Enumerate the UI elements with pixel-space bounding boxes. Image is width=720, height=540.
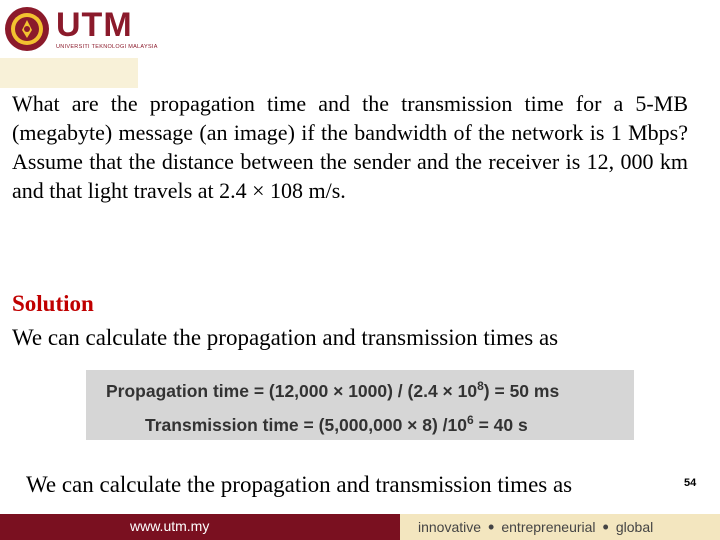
logo-title: UTM [56, 6, 133, 44]
solution-heading: Solution [12, 291, 94, 316]
tag-global: global [615, 519, 654, 535]
footer-url: www.utm.my [130, 518, 210, 534]
propagation-label: Propagation time [106, 380, 249, 401]
footer-tagline [400, 514, 720, 540]
logo-subtitle: UNIVERSITI TEKNOLOGI MALAYSIA [56, 44, 158, 50]
transmission-expr: = (5,000,000 × 8) /10 [303, 414, 468, 435]
footer-bar [0, 514, 720, 540]
utm-logo [4, 4, 158, 54]
bullet-dot-icon: • [597, 517, 614, 537]
repeated-intro-text: We can calculate the propagation and transmission times as [26, 472, 573, 497]
utm-crest-icon [4, 6, 50, 52]
solution-intro: We can calculate the propagation and transmission times as [12, 325, 559, 350]
tag-innovative: innovative [418, 519, 482, 535]
transmission-label: Transmission time [145, 414, 299, 435]
propagation-expr: = (12,000 × 1000) / (2.4 × 10 [253, 380, 478, 401]
bullet-dot-icon: • [483, 517, 500, 537]
header-accent-bar [0, 58, 138, 88]
question-text: What are the propagation time and the transmission time for a 5-MB (megabyte) message (an image) if the bandwidth of the network is 1 Mbps? Assume that the distance between the sender and the receiver is 12, 000 km and that light travels at 2.4 × 108 m/s. [12, 91, 688, 203]
propagation-exponent: 8 [477, 379, 484, 393]
propagation-formula [106, 379, 559, 402]
transmission-result: = 40 s [473, 414, 528, 435]
formula-box [86, 370, 634, 440]
transmission-formula [145, 413, 528, 436]
propagation-result: ) = 50 ms [483, 380, 560, 401]
transmission-exponent: 6 [467, 413, 474, 427]
page-number: 54 [684, 477, 697, 489]
tag-entrepreneurial: entrepreneurial [501, 519, 596, 535]
